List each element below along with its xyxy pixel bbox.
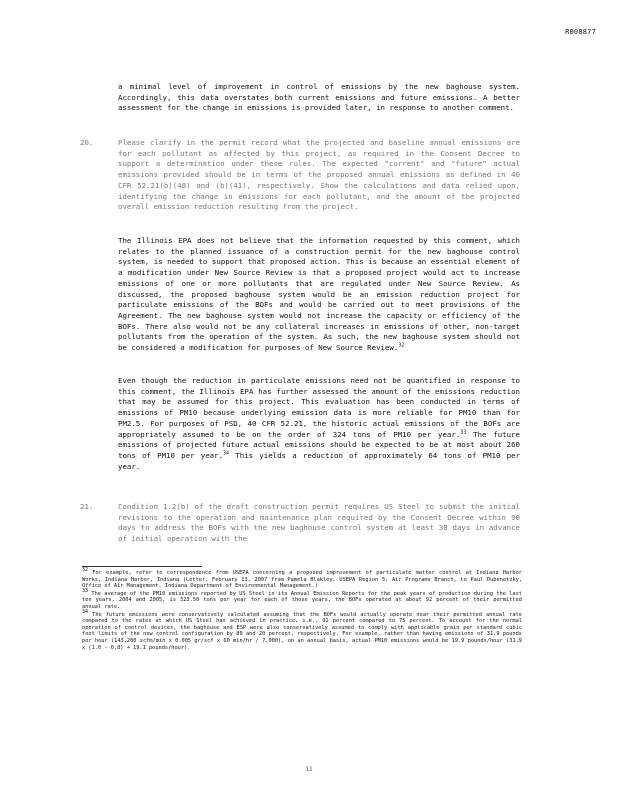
footnote-ref-32: 32	[398, 342, 405, 349]
item-number-21: 21.	[80, 502, 94, 511]
footnote-ref-34: 34	[223, 450, 230, 457]
footnote-34	[82, 608, 522, 652]
response-20-paragraph-2-part-a: Even though the reduction in particulate emissions need not be quantified in response to this comment, the Illinois EPA has further assessed the amount of the emissions reduction that may be assumed for this project. This evaluation has been conducted in terms of emissions of PM10 because underlying emission data is more reliable for PM10 than for PM2.5. For purposes of PSD, 40 CFR 52.21, the historic actual emissions of the BOFs are appropriately assumed to be on the order of 324 tons of PM10 per year.	[118, 376, 520, 439]
comment-21-text: Condition 1.2(b) of the draft construction permit requires US Steel to submit the initial revisions to the operation and maintenance plan required by the Consent Decree within 90 days to address the BOFs with the new baghouse control system at least 30 days in advance of initial operation with the	[118, 502, 520, 544]
page-number: 11	[305, 766, 313, 773]
footnote-33	[82, 588, 522, 611]
footnote-divider	[82, 566, 202, 567]
response-20-paragraph-2-part-b: The future emissions of projected future actual emissions should be expected to be at most about 260 tons of PM10 per year.	[118, 429, 521, 460]
response-20-paragraph-1	[118, 236, 520, 354]
response-20-paragraph-1-text: The Illinois EPA does not believe that the information requested by this comment, which relates to the planned issuance of a construction permit for the new baghouse control system, is needed to support that proposed action. This is because an essential element of a modification under New Source Review is that a proposed project would act to increase emissions of one or more pollutants that are regulated under New Source Review. As discussed, the proposed baghouse system would be an emission reduction project for particulate emissions of the BOFs and would be carried out to meet provisions of the Agreement. The new baghouse system would not increase the capacity or efficiency of the BOFs. There also would not be any collateral increases in emissions of other, non-target pollutants from the operation of the system. As such, the new baghouse system should not be considered a modification for purposes of New Source Review.	[118, 236, 520, 353]
footnote-32	[82, 567, 522, 590]
response-20-paragraph-2-part-c: This yields a reduction of approximately 64 tons of PM10 per year.	[118, 450, 520, 471]
footnote-number: 34	[82, 608, 89, 615]
response-20-paragraph-2	[118, 376, 520, 472]
footnote-text: The average of the PM10 emissions reported by US Steel in its Annual Emission Reports for the peak years of production during the last ten years, 2004 and 2005, is 323.50 tons per year for each of those years, the BOFs operated at about 92 percent of their permitted annual rate.	[82, 590, 522, 610]
footnote-ref-33: 33	[460, 429, 467, 436]
paragraph-continued: a minimal level of improvement in control of emissions by the new baghouse system. Accordingly, this data overstates both current emissions and future emissions. A better assessment for the change in emissions is provided later, in response to another comment.	[118, 82, 520, 113]
comment-20-text: Please clarify in the permit record what the projected and baseline annual emissions are for each pollutant as affected by this project, as required in the Consent Decree to support a determination under these rules. The expected "current" and "future" actual emissions provided should be in terms of the proposed annual emissions as defined in 40 CFR 52.21(b)(48) and (b)(41), respectively. Show the calculations and data relied upon, identifying the change in emissions for each pollutant, and the amount of the projected overall emission reduction resulting from the project.	[118, 138, 520, 212]
footnote-text: The future emissions were conservatively calculated assuming that the BOFs would actually operate near their permitted annual rate compared to the rates at which US Steel has achieved in practice, i.e., 92 percent compared to 75 percent. To account for the normal operation of control devices, the baghouse and ESP were also conservatively assumed to comply with applicable grain per standard cubic foot limits of the new control configuration by 80 and 20 percent, respectively. For example, rather than having emissions of 31.9 pounds per hour (143,200 scfm/min x 0.005 gr/scf x 60 min/hr / 7,000), on an annual basis, actual PM10 emissions would be 19.9 pounds/hour (31.9 x (1.0 - 0.8) + 19.1 pounds/hour).	[82, 611, 522, 651]
footnote-number: 33	[82, 588, 89, 595]
footnotes	[82, 567, 522, 652]
item-number-20: 20.	[80, 138, 94, 147]
footnote-number: 32	[82, 567, 89, 574]
footnote-text: For example, refer to correspondence from USEPA concerning a proposed improvement of particulate matter control at Indiana Harbor Works, Indiana Harbor, Indiana (Letter, February 13, 2007 from Pamela Blakley, USEPA Region 5, Air Programs Branch, to Paul Dubenetzky, Office of Air Management, Indiana Department of Environmental Management.)	[82, 570, 522, 590]
page-id: R008877	[565, 28, 596, 36]
